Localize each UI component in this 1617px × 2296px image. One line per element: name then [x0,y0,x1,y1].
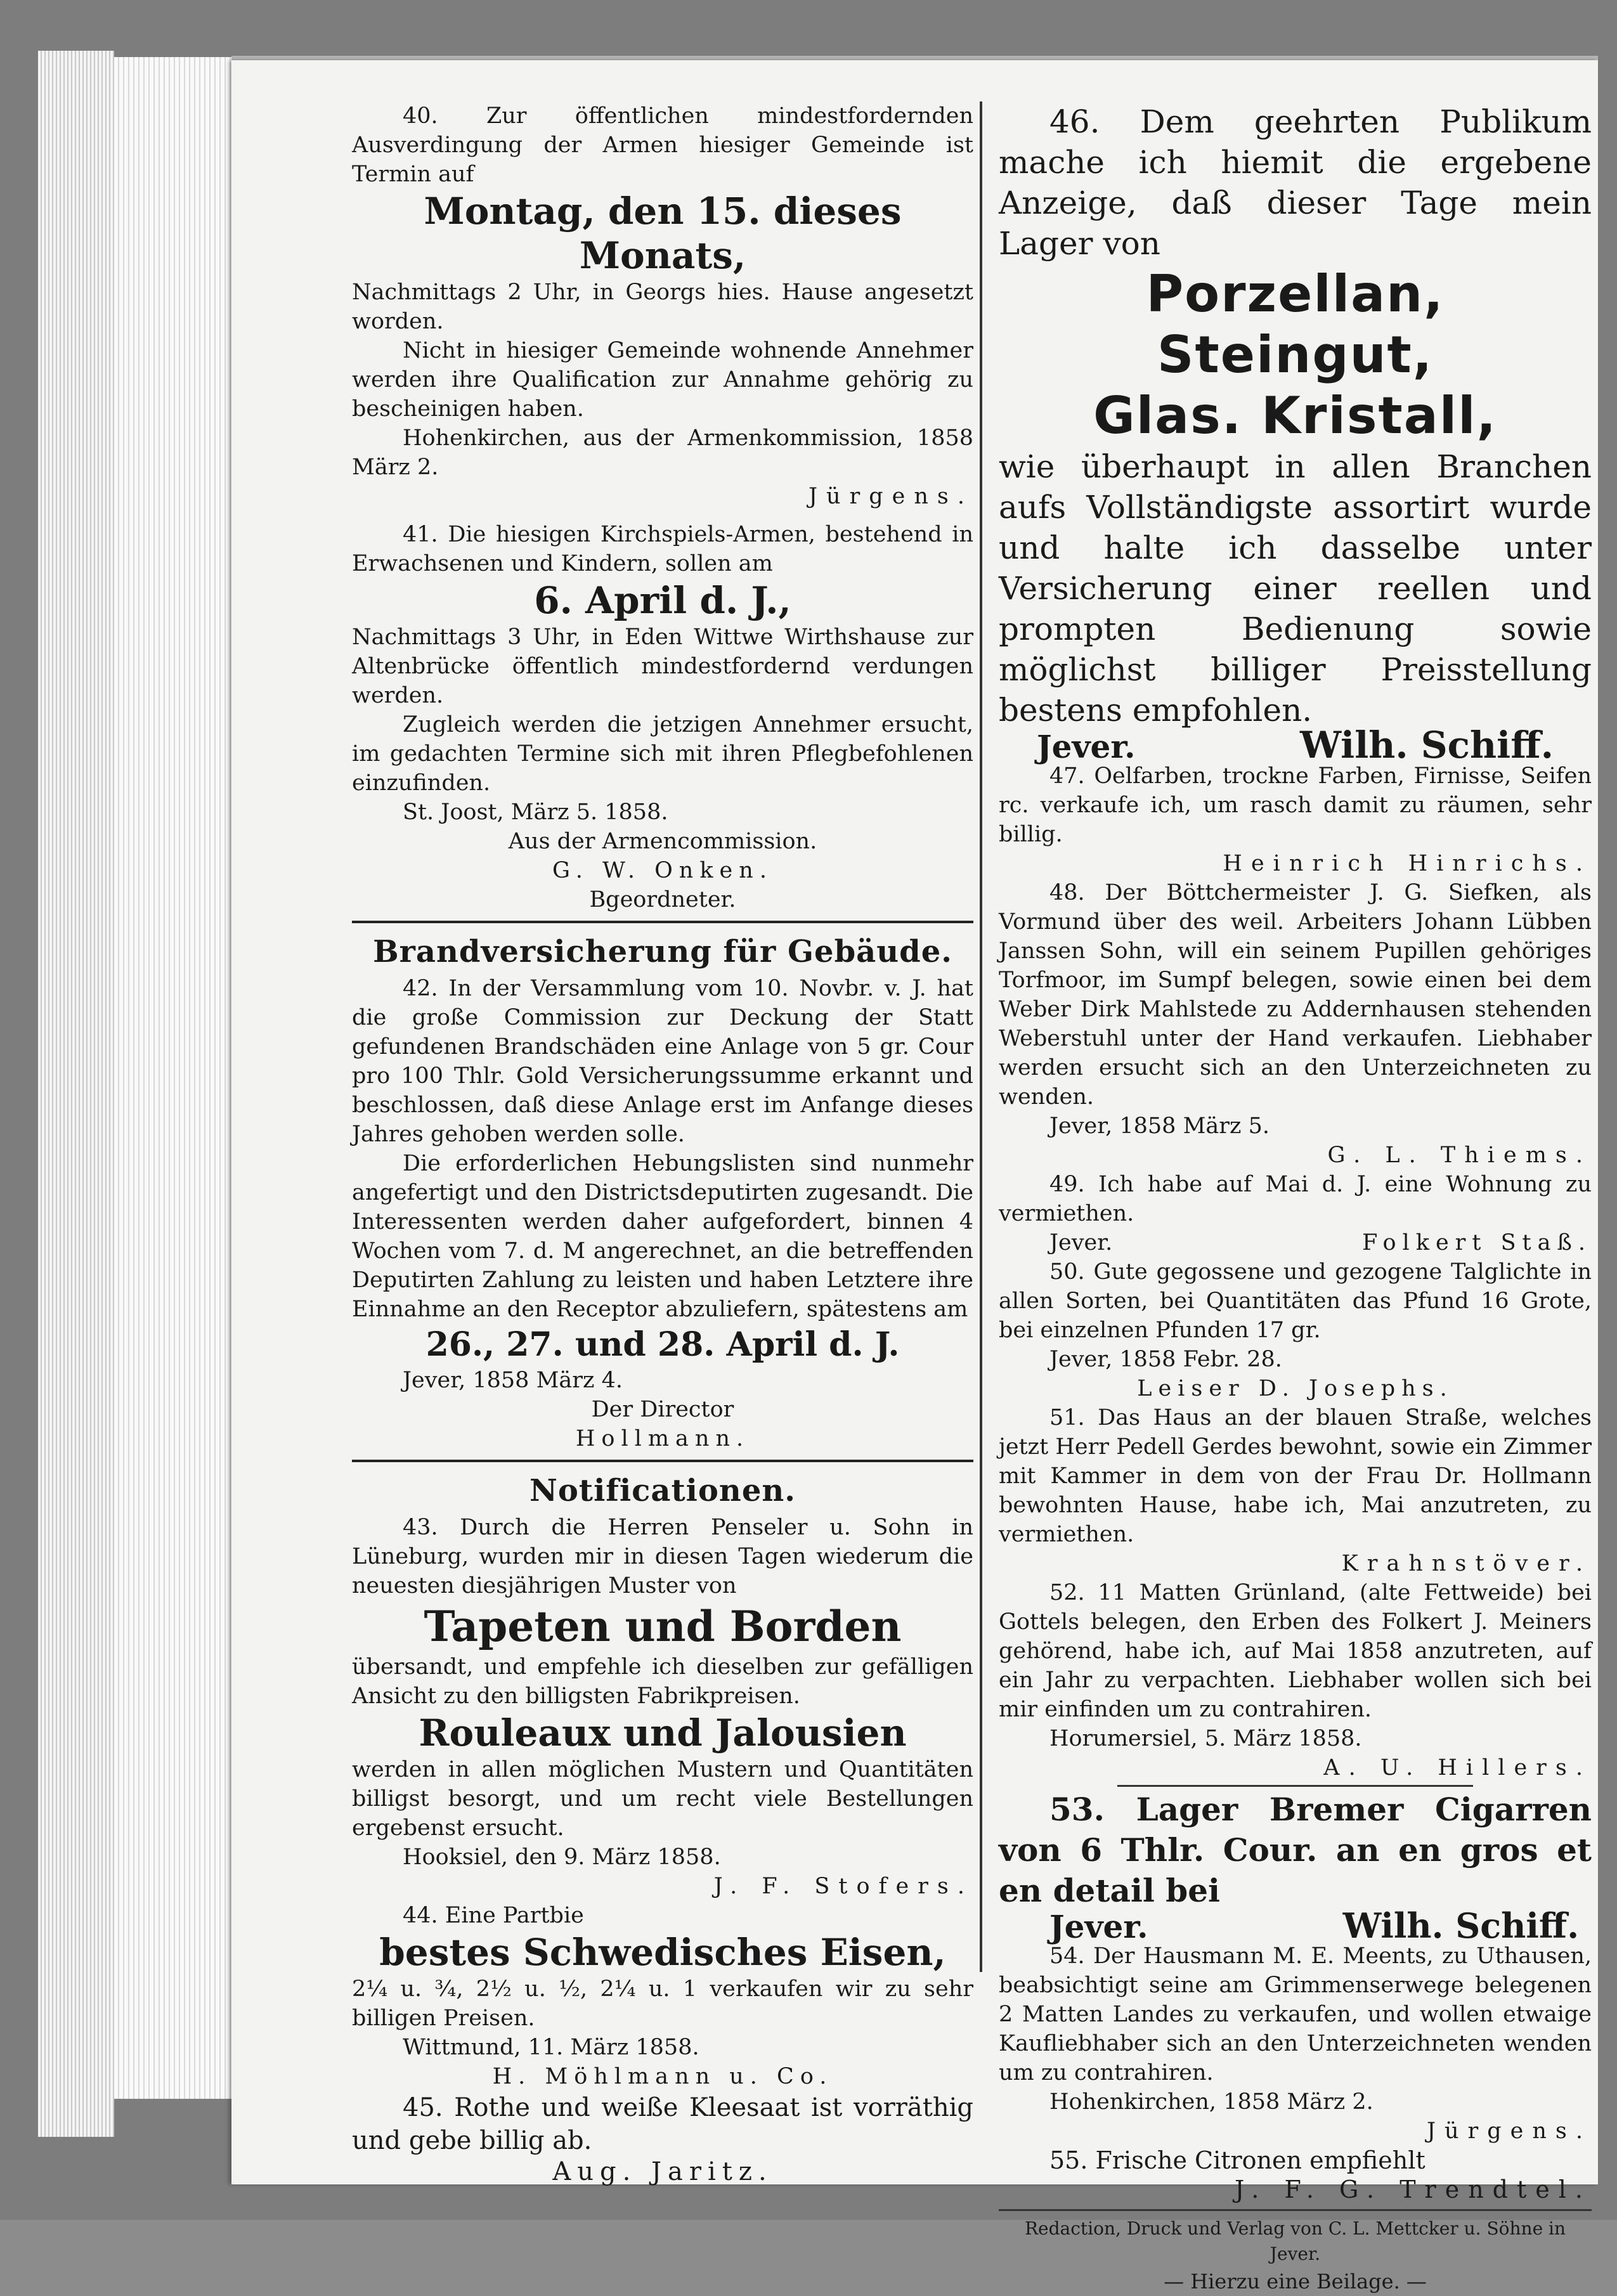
notice-text: 48. Der Böttchermeister J. G. Siefken, als Vormund über des weil. Arbeiters Johann Lübben Janssen Sohn, will ein seinem Pupillen gehöriges Torfmoor, im Sumpf belegen, sowie einen bei dem Weber Dirk Mahlstede zu Addernhausen stehenden Weberstuhl unter der Hand verkaufen. Liebhaber werden ersucht sich an den Unterzeichneten zu wenden. [999,880,1592,1110]
notice-text: 55. Frische Citronen empfiehlt [1049,2146,1425,2174]
notice-signature: A. U. Hillers. [1323,1755,1592,1780]
notice-48 [999,878,1592,1170]
notice-51 [999,1403,1592,1578]
notice-54 [999,1942,1592,2146]
notice-signature: Heinrich Hinrichs. [1223,851,1592,876]
notice-text: 44. Eine Partbie [403,1903,584,1928]
notice-signature: Jürgens. [808,484,973,509]
notice-text: 53. Lager Bremer Cigarren von 6 Thlr. Cour. an en gros et en detail bei [999,1791,1592,1909]
notice-signature: Wilh. Schiff. [1300,723,1554,767]
notice-text: Zugleich werden die jetzigen Annehmer ersucht, im gedachten Termine sich mit ihren Pflegbefohlenen einzufinden. [352,712,973,796]
notice-highlight: Tapeten und Borden [424,1602,902,1651]
column-divider [980,101,982,1972]
notice-issuer: Aus der Armencommission. [508,829,817,854]
notice-text: übersandt, und empfehle ich dieselben zur gefälligen Ansicht zu den billigsten Fabrikpreisen. [352,1654,973,1709]
notice-text: 50. Gute gegossene und gezogene Talglichte in allen Sorten, bei Quantitäten das Pfund 16 Grote, bei einzelnen Pfunden 17 gr. [999,1259,1592,1343]
notice-place-date: Jever, 1858 März 5. [1049,1113,1270,1139]
notice-highlight: 6. April d. J., [534,579,791,622]
notice-text: 41. Die hiesigen Kirchspiels-Armen, bestehend in Erwachsenen und Kindern, sollen am [352,522,973,576]
notice-text: 45. Rothe und weiße Kleesaat ist vorräthig und gebe billig ab. [352,2093,973,2155]
notice-place: Jever. [1049,1230,1113,1255]
notice-46 [999,101,1592,767]
fire-insurance-section [352,930,973,1453]
notice-text: 47. Oelfarben, trockne Farben, Firnisse, Seifen rc. verkaufe ich, um rasch damit zu räumen, sehr billig. [999,763,1592,847]
notice-signature: Wilh. Schiff. [1342,1905,1579,1946]
left-column [352,101,973,2186]
notice-49 [999,1170,1592,1257]
notice-signature: H. Möhlmann u. Co. [492,2064,833,2089]
notice-text: werden in allen möglichen Mustern und Quantitäten billigst besorgt, und um recht viele Bestellungen ergebenst ersucht. [352,1757,973,1841]
notifications-section [352,1469,973,1901]
notice-highlight: Montag, den 15. dieses Monats, [424,190,902,277]
book-page-edges-inner [114,57,235,2099]
notice-signature: G. W. Onken. [552,858,773,883]
notice-text: Nachmittags 2 Uhr, in Georgs hies. Hause angesetzt worden. [352,280,973,334]
notice-place-date: Horumersiel, 5. März 1858. [1049,1726,1362,1751]
section-rule [1117,1785,1473,1787]
notice-signature: Folkert Staß. [1362,1230,1592,1255]
notice-text: 40. Zur öffentlichen mindestfordernden Ausverdingung der Armen hiesiger Gemeinde ist Termin auf [352,103,973,187]
notice-highlight: bestes Schwedisches Eisen, [379,1931,946,1974]
notice-text: Nicht in hiesiger Gemeinde wohnende Annehmer werden ihre Qualification zur Annahme gehörig zu bescheinigen haben. [352,338,973,422]
book-page-edges [38,51,114,2137]
notice-place-date: Hohenkirchen, 1858 März 2. [1049,2089,1373,2115]
notice-place-date: Hohenkirchen, aus der Armenkommission, 1858 März 2. [352,425,973,480]
notice-highlight: Rouleaux und Jalousien [419,1711,907,1754]
notice-text: wie überhaupt in allen Branchen aufs Vollständigste assortirt wurde und halte ich dasselbe unter Versicherung einer reellen und prompten Bedienung sowie möglichst billiger Preisstellung bestens empfohlen. [999,448,1592,729]
notice-role: Der Director [591,1397,734,1422]
notice-headline: Porzellan, Steingut, [1146,264,1445,384]
notice-45 [352,2091,973,2186]
notice-55 [999,2146,1592,2204]
notice-signature: Aug. Jaritz. [552,2157,773,2186]
notice-lead: 46. Dem geehrten Publikum mache ich hiemit die ergebene Anzeige, daß dieser Tage mein Lager von [999,103,1592,262]
notice-50 [999,1257,1592,1403]
notice-highlight: 26., 27. und 28. April d. J. [425,1325,900,1364]
notice-text: 2¼ u. ¾, 2½ u. ½, 2¼ u. 1 verkaufen wir zu sehr billigen Preisen. [352,1976,973,2031]
notice-place-date: Hooksiel, den 9. März 1858. [403,1845,721,1870]
notice-signature: Krahnstöver. [1341,1551,1592,1576]
notice-53 [999,1789,1592,1946]
notice-role: Bgeordneter. [589,887,736,912]
notice-text: 52. 11 Matten Grünland, (alte Fettweide) bei Gottels belegen, den Erben des Folkert J. Meiners gehörend, habe ich, auf Mai 1858 anzutreten, auf ein Jahr zu verpachten. Liebhaber wollen sich bei mir einfinden um zu contrahiren. [999,1580,1592,1722]
notice-text: 43. Durch die Herren Penseler u. Sohn in Lüneburg, wurden mir in diesen Tagen wiederum die neuesten diesjährigen Muster von [352,1515,973,1599]
notice-place: Jever. [1037,728,1136,765]
notice-place-date: St. Joost, März 5. 1858. [403,800,668,825]
notice-text: Nachmittags 3 Uhr, in Eden Wittwe Wirthshause zur Altenbrücke öffentlich mindestfordernd verdungen werden. [352,625,973,708]
notice-signature: G. L. Thiems. [1327,1143,1592,1168]
section-heading: Brandversicherung für Gebäude. [373,934,952,970]
notice-44 [352,1901,973,2091]
imprint: Redaction, Druck und Verlag von C. L. Mettcker u. Söhne in Jever. [1024,2218,1566,2264]
notice-signature: Leiser D. Josephs. [1137,1376,1453,1401]
notice-text: 51. Das Haus an der blauen Straße, welches jetzt Herr Pedell Gerdes bewohnt, sowie ein Zimmer mit Kammer in dem von der Frau Dr. Hollmann bewohnten Hause, habe ich, Mai anzutreten, zu vermiethen. [999,1405,1592,1547]
notice-47 [999,762,1592,878]
notice-place-date: Jever, 1858 März 4. [403,1368,623,1393]
notice-signature: J. F. G. Trendtel. [1235,2176,1592,2203]
notice-41 [352,520,973,914]
section-rule [352,1460,973,1462]
supplement-note: — Hierzu eine Beilage. — [1164,2269,1427,2293]
notice-52 [999,1578,1592,1782]
notice-place-date: Wittmund, 11. März 1858. [403,2035,699,2060]
notice-text: 54. Der Hausmann M. E. Meents, zu Uthausen, beabsichtigt seine am Grimmenserwege belegenen 2 Matten Landes zu verkaufen, und wollen etwaige Kaufliebhaber sich an den Unterzeichneten wenden um zu contrahiren. [999,1943,1592,2085]
footer-rule [999,2209,1592,2211]
section-rule [352,921,973,923]
notice-40 [352,101,973,511]
notice-place: Jever. [1049,1908,1148,1945]
notice-text: 42. In der Versammlung vom 10. Novbr. v. J. hat die große Commission zur Deckung der Statt gefundenen Brandschäden eine Anlage von 5 gr. Cour pro 100 Thlr. Gold Versicherungssumme erkannt und beschlossen, daß diese Anlage erst im Anfange dieses Jahres gehoben werden solle. [352,976,973,1147]
notice-headline: Glas. Kristall, [1093,386,1497,445]
section-heading: Notificationen. [529,1473,796,1508]
right-column [999,101,1592,2296]
notice-text: Die erforderlichen Hebungslisten sind nunmehr angefertigt und den Districtsdeputirten zugesandt. Die Interessenten werden daher aufgefordert, binnen 4 Wochen vom 7. d. M angerechnet, an die betreffenden Deputirten Zahlung zu leisten und haben Letztere ihre Einnahme an den Receptor abzuliefern, spätestens am [352,1151,973,1322]
notice-signature: J. F. Stofers. [713,1874,973,1899]
notice-signature: Jürgens. [1426,2118,1592,2144]
notice-signature: Hollmann. [575,1426,750,1451]
notice-place-date: Jever, 1858 Febr. 28. [1049,1347,1282,1372]
notice-text: 49. Ich habe auf Mai d. J. eine Wohnung zu vermiethen. [999,1172,1592,1226]
